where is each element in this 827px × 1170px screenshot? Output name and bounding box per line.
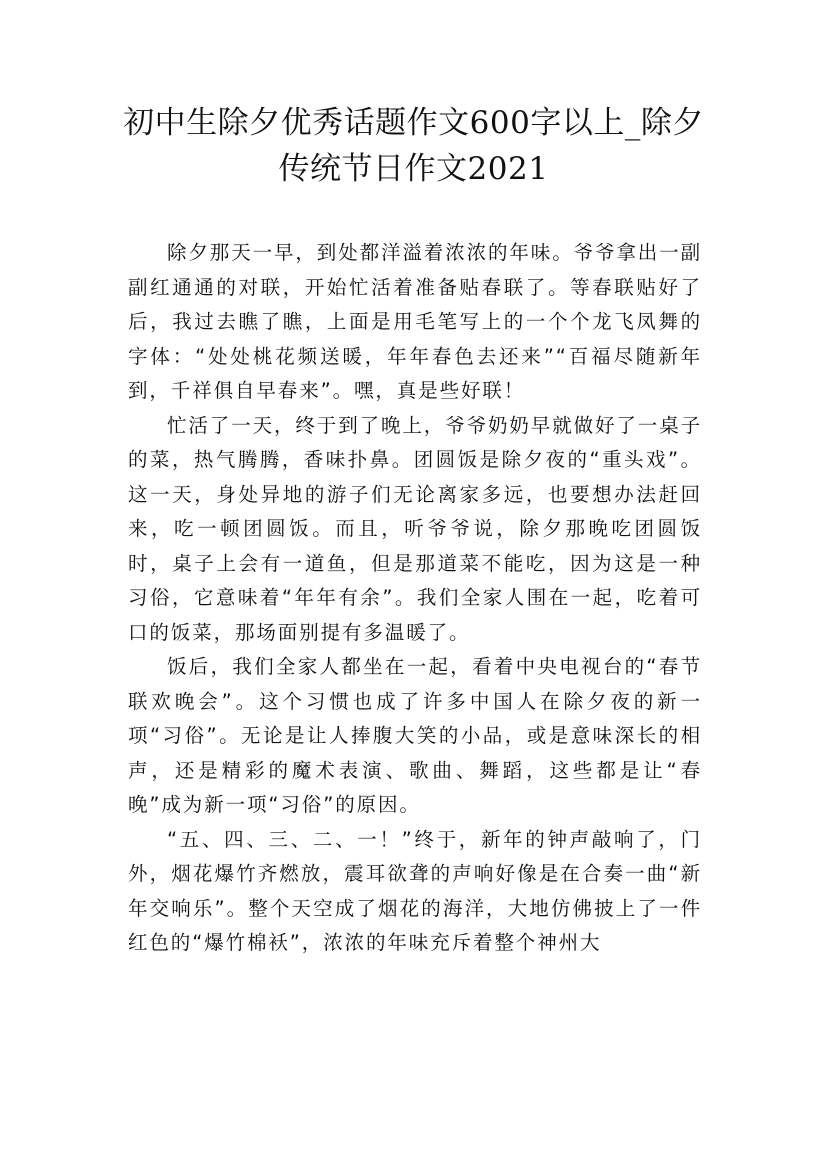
title-line-2: 传统节日作文2021 [278,151,549,187]
paragraph-4: “五、四、三、二、一！”终于，新年的钟声敲响了，门外，烟花爆竹齐燃放，震耳欲聋的声响好像是在合奏一曲“新年交响乐”。整个天空成了烟花的海洋，大地仿佛披上了一件红色的“爆竹棉袄”，浓浓的年味充斥着整个神州大 [128,827,702,954]
document-body [128,236,702,961]
document-title [90,100,737,192]
paragraph-2: 忙活了一天，终于到了晚上，爷爷奶奶早就做好了一桌子的菜，热气腾腾，香味扑鼻。团圆饭是除夕夜的“重头戏”。这一天，身处异地的游子们无论离家多远，也要想办法赶回来，吃一顿团圆饭。而且，听爷爷说，除夕那晚吃团圆饭时，桌子上会有一道鱼，但是那道菜不能吃，因为这是一种习俗，它意味着“年年有余”。我们全家人围在一起，吃着可口的饭菜，那场面别提有多温暖了。 [128,413,703,644]
paragraph-1: 除夕那天一早，到处都洋溢着浓浓的年味。爷爷拿出一副副红通通的对联，开始忙活着准备贴春联了。等春联贴好了后，我过去瞧了瞧，上面是用毛笔写上的一个个龙飞凤舞的字体：“处处桃花频送暖，年年春色去还来”“百福尽随新年到，千祥俱自早春来”。嘿，真是些好联！ [128,241,703,402]
paragraph-3: 饭后，我们全家人都坐在一起，看着中央电视台的“春节联欢晚会”。这个习惯也成了许多中国人在除夕夜的新一项“习俗”。无论是让人捧腹大笑的小品，或是意味深长的相声，还是精彩的魔术表演、歌曲、舞蹈，这些都是让“春晚”成为新一项“习俗”的原因。 [128,655,702,816]
title-line-1: 初中生除夕优秀话题作文600字以上_除夕 [123,105,704,141]
